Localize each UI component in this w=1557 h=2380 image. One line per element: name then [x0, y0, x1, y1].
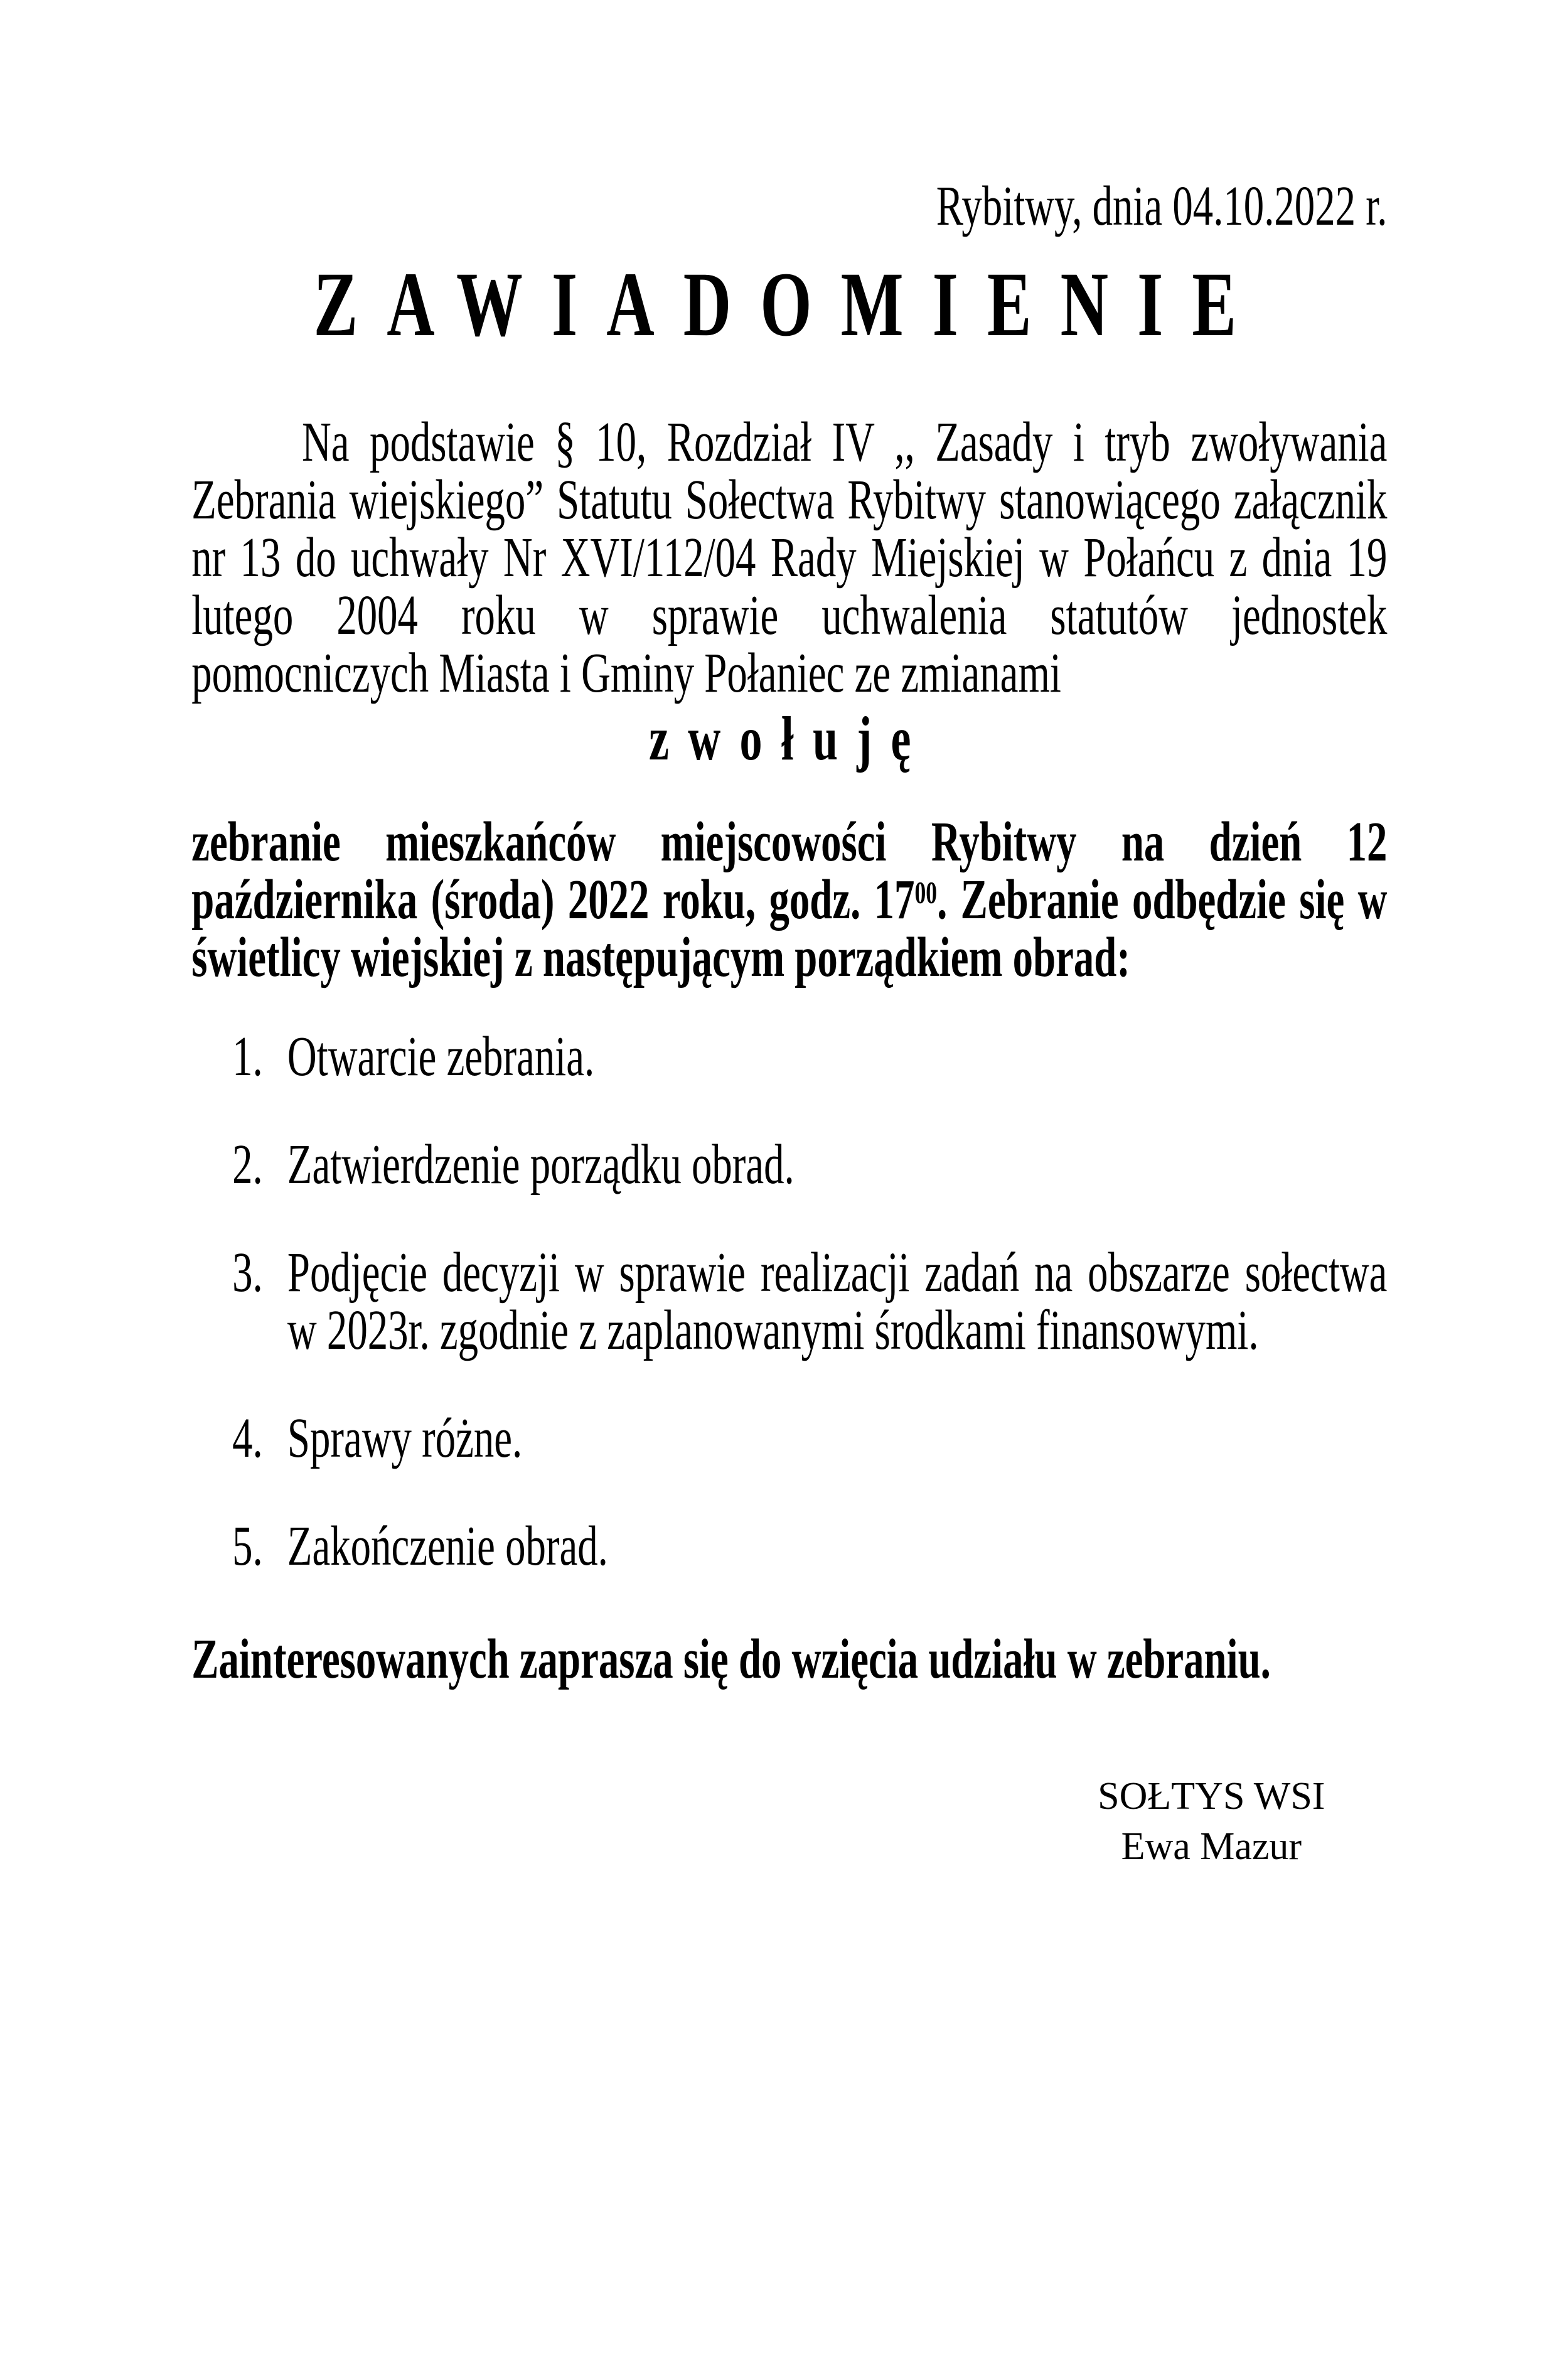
- meeting-text-before-superscript: zebranie mieszkańców miejscowości Rybitwy na dzień 12 października (środa) 2022 roku, godz. 17: [191, 811, 1388, 931]
- closing-paragraph: Zainteresowanych zaprasza się do wzięcia udziału w zebraniu.: [191, 1628, 1271, 1690]
- agenda-item-text: Otwarcie zebrania.: [287, 1026, 595, 1088]
- date-line: Rybitwy, dnia 04.10.2022 r.: [936, 175, 1388, 237]
- agenda-item: [232, 1515, 1387, 1577]
- meeting-time-superscript: 00: [914, 875, 938, 910]
- agenda-item-text: Sprawy różne.: [287, 1407, 523, 1469]
- notice-page: [0, 175, 1557, 2380]
- agenda-item-number: 4.: [232, 1407, 263, 1469]
- document-title: ZAWIADOMIENIE: [313, 253, 1266, 355]
- agenda-item: [232, 1028, 1387, 1086]
- agenda-item-number: 1.: [232, 1026, 263, 1088]
- agenda-item-number: 3.: [232, 1241, 263, 1304]
- agenda-item-number: 5.: [232, 1515, 263, 1577]
- agenda-list: [191, 1028, 1387, 1575]
- agenda-item: [232, 1241, 1388, 1361]
- agenda-item-number: 2.: [232, 1134, 263, 1196]
- signature-block: [967, 1771, 1455, 1872]
- agenda-item: [232, 1136, 1387, 1194]
- signature-name: Ewa Mazur: [1121, 1825, 1302, 1868]
- meeting-paragraph: [191, 813, 1387, 987]
- agenda-item-text: Podjęcie decyzji w sprawie realizacji zadań na obszarze sołectwa w 2023r. zgodnie z zaplanowanymi środkami finansowymi.: [287, 1241, 1388, 1361]
- agenda-item: [232, 1407, 1387, 1469]
- meeting-text-after-superscript: . Zebranie odbędzie się w świetlicy wiejskiej z następującym porządkiem obrad:: [191, 869, 1388, 989]
- signature-role: SOŁTYS WSI: [1098, 1775, 1325, 1818]
- intro-paragraph: Na podstawie § 10, Rozdział IV ,, Zasady i tryb zwoływania Zebrania wiejskiego” Statutu Sołectwa Rybitwy stanowiącego załącznik nr 13 do uchwały Nr XVI/112/04 Rady Miejskiej w Połańcu z dnia 19 lutego 2004 roku w sprawie uchwalenia statutów jednostek pomocniczych Miasta i Gminy Połaniec ze zmianami: [191, 411, 1388, 704]
- agenda-item-text: Zatwierdzenie porządku obrad.: [287, 1134, 795, 1196]
- convene-heading: zwołuję: [649, 704, 930, 773]
- agenda-item-text: Zakończenie obrad.: [287, 1515, 608, 1577]
